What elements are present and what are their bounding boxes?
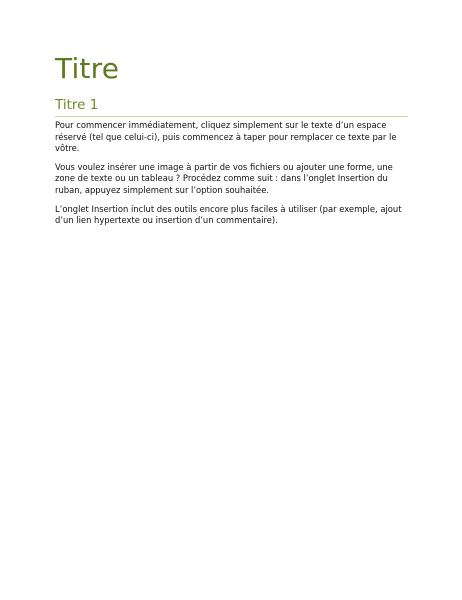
heading-1[interactable]: Titre 1	[55, 97, 408, 117]
body-text	[55, 120, 411, 234]
paragraph-intro[interactable]: Pour commencer immédiatement, cliquez simplement sur le texte d’un espace réservé (tel que celui-ci), puis commencez à taper pour remplacer ce texte par le vôtre.	[55, 120, 397, 154]
paragraph-insert-image[interactable]: Vous voulez insérer une image à partir de vos fichiers ou ajouter une forme, une zone de texte ou un tableau ? Procédez comme suit : dans l’onglet Insertion du ruban, appuyez simplement sur l’option souhaitée.	[55, 161, 393, 195]
document-title[interactable]: Titre	[55, 52, 120, 85]
paragraph-insert-tools[interactable]: L’onglet Insertion inclut des outils encore plus faciles à utiliser (par exemple, ajout d’un lien hypertexte ou insertion d’un commentaire).	[55, 203, 402, 226]
